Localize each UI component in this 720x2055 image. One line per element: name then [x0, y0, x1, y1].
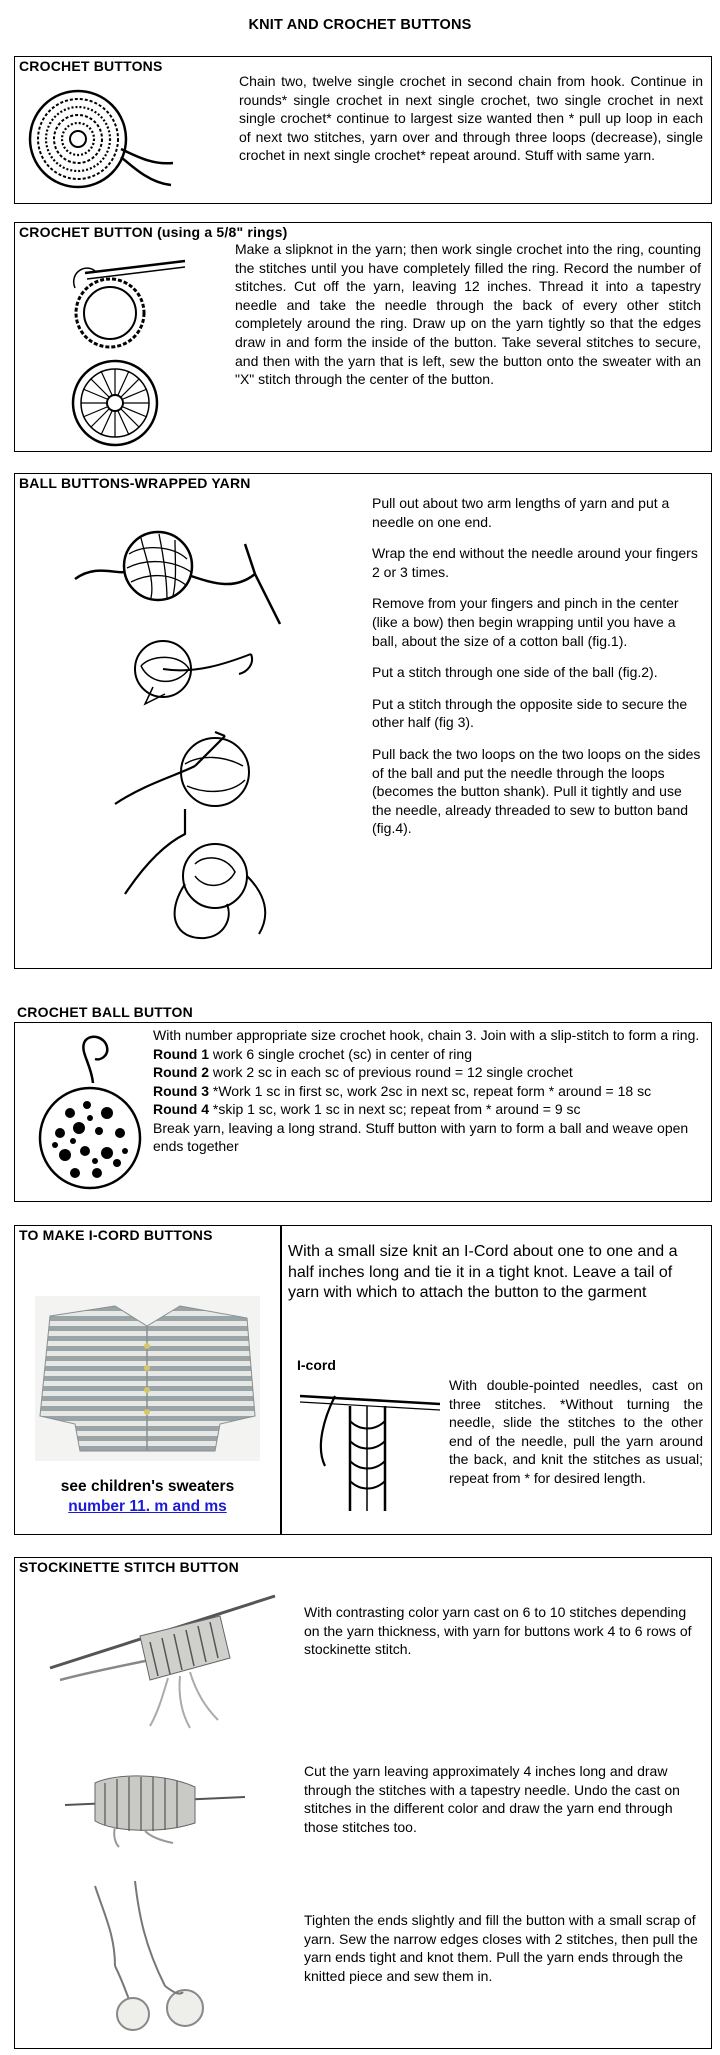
section-crochet-button-rings [14, 222, 712, 452]
round-text: work 2 sc in each sc of previous round = 12 single crochet [209, 1064, 573, 1080]
stockinette-paragraph: Cut the yarn leaving approximately 4 inches long and draw through the stitches with a tapestry needle. Undo the cast on stitches in the different color and draw the yarn end through those stitches too. [304, 1763, 680, 1835]
section-title: BALL BUTTONS-WRAPPED YARN [19, 475, 251, 491]
icord-main-text: With a small size knit an I-Cord about one to one and a half inches long and tie it in a tight knot. Leave a tail of yarn with which to attach the button to the garment [288, 1243, 678, 1301]
round-label: Round 4 [153, 1101, 209, 1117]
section-stockinette-button [14, 1557, 712, 2049]
crochet-ball-title: CROCHET BALL BUTTON [17, 1004, 193, 1020]
sweater-link[interactable]: number 11. m and ms [68, 1498, 227, 1515]
section-icord-buttons [14, 1225, 712, 1535]
page-title: KNIT AND CROCHET BUTTONS [248, 17, 472, 33]
ball-button-illustration [55, 504, 345, 944]
icord-label: I-cord [297, 1357, 336, 1373]
sweater-photo [35, 1296, 260, 1461]
outro-text: Break yarn, leaving a long strand. Stuff button with yarn to form a ball and weave open ends together [153, 1119, 689, 1154]
stockinette-paragraph: With contrasting color yarn cast on 6 to 10 stitches depending on the yarn thickness, with yarn for buttons work 4 to 6 rows of stockinette stitch. [304, 1604, 692, 1658]
step-paragraph: Put a stitch through one side of the ball (fig.2). [372, 664, 658, 681]
round-line [153, 1082, 703, 1101]
crochet-ring-illustration [65, 243, 190, 448]
step-paragraph: Put a stitch through the opposite side to secure the other half (fig 3). [372, 695, 688, 731]
section-title: TO MAKE I-CORD BUTTONS [19, 1227, 213, 1243]
round-line [153, 1063, 703, 1082]
section-title: CROCHET BUTTON (using a 5/8" rings) [19, 224, 288, 240]
stockinette-paragraph: Tighten the ends slightly and fill the button with a small scrap of yarn. Sew the narrow edges closes with 2 stitches, then pull the yarn ends tight and knot them. Pull the yarn ends through the knitted piece and sew them in. [304, 1912, 698, 1984]
column-divider [280, 1226, 282, 1534]
link-line [15, 1498, 280, 1516]
round-text: *skip 1 sc, work 1 sc in next sc; repeat from * around = 9 sc [209, 1101, 581, 1117]
stockinette-illustration-1 [30, 1588, 280, 1733]
see-text: see children's sweaters [60, 1478, 235, 1495]
round-text: *Work 1 sc in first sc, work 2sc in next sc, repeat form * around = 18 sc [209, 1082, 652, 1099]
round-label: Round 3 [153, 1082, 209, 1099]
section-title: STOCKINETTE STITCH BUTTON [19, 1559, 239, 1575]
crochet-ball-illustration [35, 1033, 150, 1198]
round-label: Round 1 [153, 1045, 209, 1062]
crochet-ball-instructions [153, 1026, 703, 1156]
step-paragraph: Pull out about two arm lengths of yarn and put a needle on one end. [372, 495, 670, 530]
round-line [153, 1045, 703, 1064]
stockinette-illustration-2 [55, 1753, 255, 1848]
crochet-button-illustration [23, 79, 183, 197]
icord-illustration [295, 1376, 445, 1516]
section-crochet-buttons [14, 56, 712, 204]
section-title: CROCHET BUTTONS [19, 58, 163, 74]
section-ball-buttons [14, 473, 712, 969]
icord-detail-text: With double-pointed needles, cast on three stitches. *Without turning the needle, slide the stitches to the other end of the needle, pull the yarn around the back, and knit the stitches as usual; repeat from * for desired length. [449, 1377, 703, 1486]
intro-text: With number appropriate size crochet hook, chain 3. Join with a slip-stitch to form a ring. [153, 1027, 700, 1043]
ball-button-steps [372, 494, 702, 851]
round-line [153, 1100, 703, 1119]
section-text: Make a slipknot in the yarn; then work single crochet into the ring, counting the stitches until you have completely filled the ring. Record the number of stitches. Cut off the yarn, leaving 12 inches. Thread it into a tapestry needle and take the needle through the back of every other stitch completely around the ring. Draw up on the yarn tightly so that the edges draw in and form the inside of the button. Take several stitches to secure, and then with the yarn that is left, sew the button onto the sweater with an "X" stitch through the center of the button. [235, 241, 701, 388]
section-crochet-ball-button [14, 1022, 712, 1202]
round-label: Round 2 [153, 1064, 209, 1080]
stockinette-illustration-3 [75, 1876, 245, 2036]
round-text: work 6 single crochet (sc) in center of ring [209, 1045, 472, 1062]
section-text: Chain two, twelve single crochet in second chain from hook. Continue in rounds* single crochet in next single crochet, two single crochet in next single crochet* continue to largest size wanted then * pull up loop in each of next two stitches, yarn over and through three loops (decrease), single crochet in next single crochet* repeat around. Stuff with same yarn. [239, 73, 703, 164]
step-paragraph: Pull back the two loops on the two loops on the sides of the ball and put the needle through the loops (becomes the button shank). Pull it tightly and use the needle, already threaded to sew to button band (fig.4). [372, 745, 701, 837]
step-paragraph: Remove from your fingers and pinch in the center (like a bow) then begin wrapping until you have a ball, about the size of a cotton ball (fig.1). [372, 595, 679, 649]
step-paragraph: Wrap the end without the needle around your fingers 2 or 3 times. [372, 545, 698, 580]
